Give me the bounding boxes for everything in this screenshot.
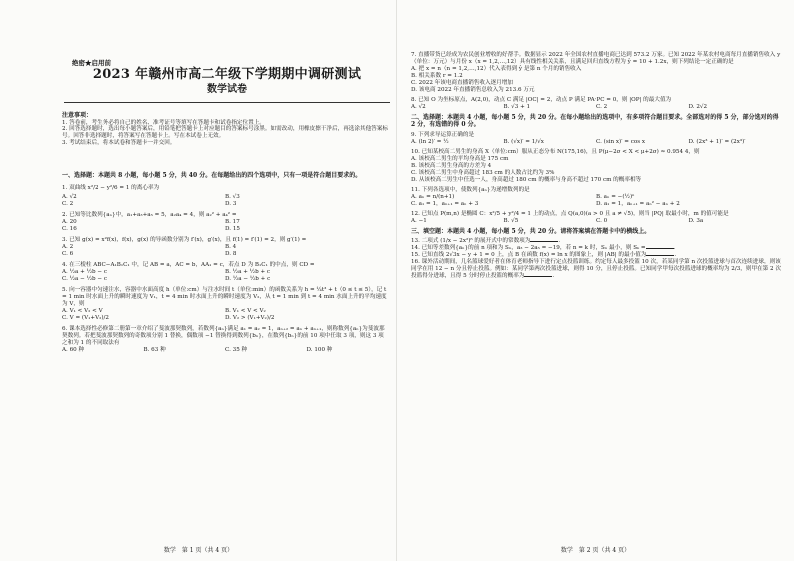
answer-blank <box>524 276 552 277</box>
q10-option-c: C. 该校高二男生中身高超过 183 cm 的人数占比约为 3% <box>411 169 555 176</box>
notice-heading: 注意事项： <box>62 112 93 119</box>
answer-blank <box>530 241 558 242</box>
q12-option-a: A. −1 <box>411 217 427 224</box>
q1-option-d: D. 3 <box>225 201 237 208</box>
question-15-text: 15. 已知直线 2√3x − y + 1 = 0 上，点 B 在函数 f(x) = ln x 的图象上，则 |AB| 的最小值为 <box>411 252 647 259</box>
q8-option-c: C. 2 <box>596 103 608 110</box>
question-16-text: 16. 课外活动期间，几名篮球爱好者在体育老师指导下进行定点投篮训练。约定每人最多投篮 10 次，若某同学第 n 次投篮进球与首次连续进球，则该同学在用 12 − n 分且停止投篮。例如：某同学第两次投篮进球，则得 10 分，且停止投篮。已知同学甲每次投篮进球的概率均为 2/3，则甲在第 2 次投篮得分进球，且得 5 分时停止投篮的概率为 <box>411 259 781 280</box>
q8-option-d: D. 2√2 <box>688 103 708 110</box>
q4-option-b: B. ½a + ½b + c <box>225 269 271 276</box>
question-1: 1. 双曲线 x²/2 − y²/6 = 1 的离心率为 <box>62 184 160 191</box>
q3-option-c: C. 6 <box>62 251 74 258</box>
page-2-footer: 数学 第 2 页（共 4 页） <box>560 547 631 554</box>
question-3: 3. 已知 g(x) = x²f(x)，f(x)，g(x) 的导函数分别为 f′(x)，g′(x)，且 f(1) = f′(1) = 2，则 g′(1) = <box>62 237 307 244</box>
question-12: 12. 已知点 P(m,n) 是椭圆 C：x²/5 + y²/4 = 1 上的动点，点 Q(a,0)(a > 0 且 a ≠ √5)，则当 |PQ| 取最小时，m 的值可能是 <box>411 210 729 217</box>
blank-suffix: ． <box>552 273 559 280</box>
question-10: 10. 已知某校高二男生的身高 X（单位:cm）服从正态分布 N(175,16)，且 P(μ−2σ < X < μ+2σ) ≈ 0.954 4，则 <box>411 148 700 155</box>
q11-option-b: B. aₙ = −(½)ⁿ <box>596 193 635 200</box>
q3-option-b: B. 4 <box>225 244 237 251</box>
question-4: 4. 在三棱柱 ABC−A₁B₁C₁ 中，记 AB = a，AC = b，AA₁ = c，若点 D 为 B₁C₁ 的中点，则 CD = <box>62 262 315 269</box>
q11-option-c: C. a₁ = 1，aₙ₊₁ = aₙ + 3 <box>411 200 479 207</box>
q7-option-d: D. 该电商 2022 年直播销售总收入为 213.6 万元 <box>411 86 535 93</box>
q1-option-c: C. 2 <box>62 201 74 208</box>
notice-item-1: 1. 答卷前，考生务必将自己的姓名、准考证号等填写在答题卡和试卷指定位置上。 <box>62 119 265 126</box>
q4-option-d: D. ½a − ½b + c <box>225 276 271 283</box>
q10-option-b: B. 该校高二男生身高的方差为 4 <box>411 162 492 169</box>
question-2: 2. 已知等比数列{aₙ}中，a₁+a₃+a₅ = 5，a₂a₄ = 4，则 a₂² + a₄² = <box>62 212 237 219</box>
q7-option-b: B. 相关系数 r = 1.2 <box>411 72 463 79</box>
q9-option-b: B. (√x)′ = 1/√x <box>503 138 544 145</box>
notice-item-3: 3. 考试结束后，将本试卷和答题卡一并交回。 <box>62 140 176 147</box>
question-9: 9. 下列求导运算正确的是 <box>411 131 475 138</box>
question-6: 6. 课本选择性必修第二册第一章介绍了斐波那契数列，若数列{aₙ}满足 a₁ = a₂ = 1，aₙ₊₂ = aₙ + aₙ₊₁，则称数列{aₙ}为斐波那契数列。若把斐波那契数列的奇数项分别 1 替换，偶数项 −1 替换得到数列{bₙ}，在数列{bₙ}的前 10 项中任取 3 项，则这 3 项之和为 1 的不同取法有 <box>62 326 385 347</box>
q1-option-a: A. √2 <box>62 194 77 201</box>
question-14-text: 14. 已知等差数列{aₙ}的前 n 项和为 Sₙ，a₃ − 2a₅ = −19，若 n = k 时，Sₙ 最小，则 Sₖ = <box>411 245 646 252</box>
section-2-heading: 二、选择题：本题共 4 小题，每小题 5 分，共 20 分。在每小题给出的选项中，有多项符合题目要求。全部选对的得 5 分，部分选对的得 2 分，有选错的得 0 分。 <box>411 113 779 129</box>
notice-item-2: 2. 回答选择题时，选出每小题答案后，用铅笔把答题卡上对应题目的答案标号涂黑。如需改动，用橡皮擦干净后，再选涂其他答案标号。回答非选择题时，将答案写在答题卡上。写在本试卷上无效。 <box>62 126 388 140</box>
answer-blank <box>646 248 674 249</box>
q12-option-b: B. √5 <box>503 217 519 224</box>
q9-option-a: A. (ln 2)′ = ½ <box>411 138 449 145</box>
q7-option-a: A. 把 x = n（n = 1,2,…,12）代入表得到 ŷ 是第 n 个月的销售收入 <box>411 65 582 72</box>
right-column <box>411 52 781 280</box>
q1-option-b: B. √3 <box>225 194 240 201</box>
section-1-heading: 一、选择题：本题共 8 小题，每小题 5 分，共 40 分。在每题给出的四个选项中，只有一项是符合题目要求的。 <box>62 172 362 179</box>
q6-option-b: B. 63 种 <box>143 347 166 354</box>
blank-suffix: ． <box>558 238 564 245</box>
title-divider <box>64 102 390 103</box>
question-7: 7. 直播带货已经成为农民创业增收的好帮手。数据显示 2022 年全国农村直播电商已达到 573.2 万家。已知 2022 年某农村电商每月直播销售收入 y（单位：万元）与月份 x（x = 1,2,…,12）具有线性相关关系，且满足回归直线方程为 ŷ = 10 + 1.2x，则下列结论一定正确的是 <box>411 52 781 65</box>
blank-suffix: ． <box>674 252 681 259</box>
q8-option-b: B. √3 + 1 <box>503 103 531 110</box>
question-11: 11. 下列各选项中，使数列{aₙ}为递增数列的是 <box>411 186 530 193</box>
question-5: 5. 向一容器中匀速注水，容器中水面高度 h（单位:cm）与注水时间 t（单位:min）的函数关系为 h = ¼t³ + t（0 ≤ t ≤ 5），记 t = 1 min 时水面上升的瞬时速度为 V₁，t = 4 min 时水面上升的瞬时速度为 V₂，从 t = 1 min 到 t = 4 min 水面上升的平均速度为 V，则 <box>62 287 387 308</box>
answer-blank <box>646 255 674 256</box>
q4-option-a: A. ½a + ½b − c <box>62 269 107 276</box>
question-16 <box>411 259 781 280</box>
question-8: 8. 已知 O 为坐标原点，A(2,0)，动点 C 满足 |OC| = 2，动点 P 满足 PA·PC = 0，则 |OP| 的最大值为 <box>411 96 672 103</box>
q6-option-a: A. 60 种 <box>62 347 85 354</box>
q7-option-c: C. 2022 年该电商直播销售收入逐月增加 <box>411 79 513 86</box>
q9-option-c: C. (sin x)′ = cos x <box>596 138 646 145</box>
q5-option-a: A. V₁ < V₂ < V <box>62 308 103 315</box>
q6-option-d: D. 100 种 <box>306 347 333 354</box>
page-1-footer: 数学 第 1 页（共 4 页） <box>163 547 234 554</box>
q3-option-a: A. 2 <box>62 244 74 251</box>
q11-option-a: A. aₙ = n/(n+1) <box>411 193 455 200</box>
blank-suffix: ． <box>673 245 680 252</box>
q2-option-b: B. 17 <box>225 219 240 226</box>
exam-subtitle: 数学试卷 <box>207 84 247 95</box>
q5-option-d: D. V₂ > (V₁+V₂)/2 <box>225 315 275 322</box>
section-1 <box>62 172 388 354</box>
q8-option-a: A. √2 <box>411 103 426 110</box>
question-13-text: 13. 二项式 (1/x − 2x²)⁶ 的展开式中的常数项为 <box>411 238 531 245</box>
q2-option-d: D. 15 <box>225 226 240 233</box>
notice-block <box>62 112 388 147</box>
q3-option-d: D. 8 <box>225 251 237 258</box>
q10-option-d: D. 从该校高二男生中任选一人，身高超过 180 cm 的概率与身高不超过 170 cm 的概率相等 <box>411 176 642 183</box>
q2-option-a: A. 20 <box>62 219 77 226</box>
q11-option-d: D. a₁ = 1，aₙ₊₁ = aₙ² − aₙ + 2 <box>596 200 680 207</box>
page-right <box>397 0 794 561</box>
q12-option-c: C. 0 <box>596 217 608 224</box>
exam-title: 2023 年赣州市高二年级下学期期中调研测试 <box>92 67 362 82</box>
q5-option-c: C. V = (V₁+V₂)/2 <box>62 315 109 322</box>
confidential-mark: 绝密★启用前 <box>72 59 111 67</box>
q2-option-c: C. 16 <box>62 226 77 233</box>
q5-option-b: B. V₁ < V < V₂ <box>225 308 266 315</box>
q4-option-c: C. ½a − ½b − c <box>62 276 108 283</box>
q10-option-a: A. 该校高二男生的平均身高是 175 cm <box>411 155 509 162</box>
q9-option-d: D. (2x³ + 1)′ = (2x³)′ <box>688 138 746 145</box>
q6-option-c: C. 35 种 <box>225 347 248 354</box>
section-3-heading: 三、填空题：本题共 4 小题，每小题 5 分，共 20 分。请将答案填在答题卡中的横线上。 <box>411 227 651 235</box>
q12-option-d: D. 3a <box>688 217 704 224</box>
